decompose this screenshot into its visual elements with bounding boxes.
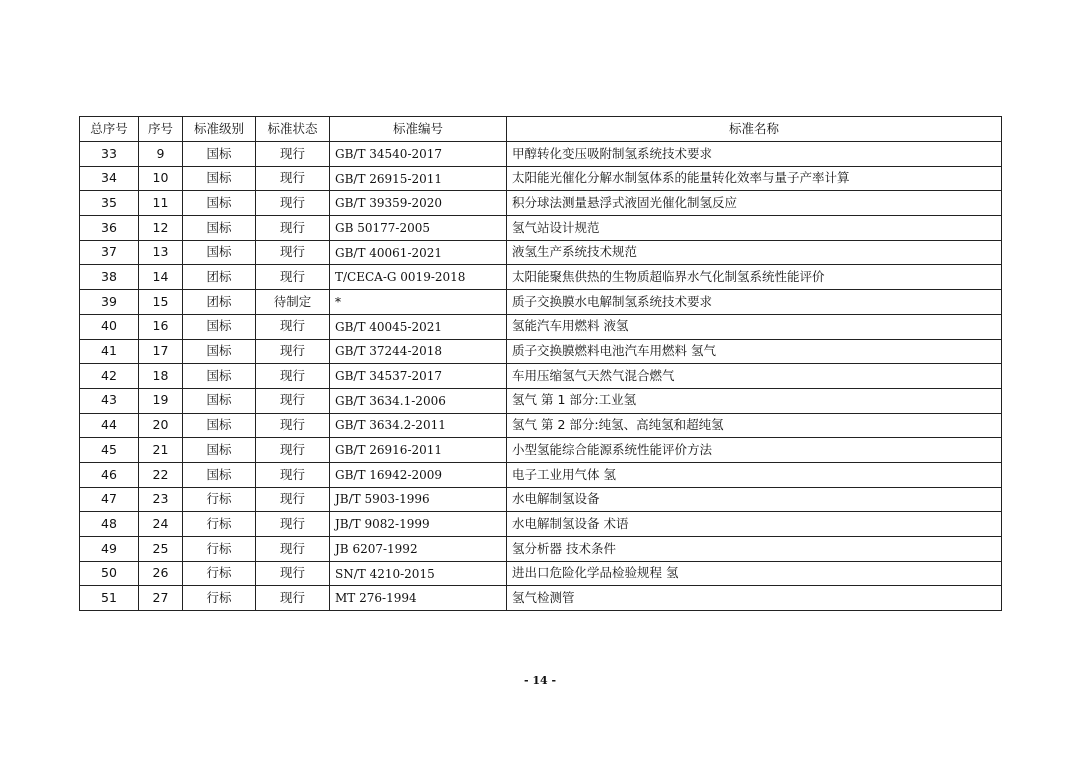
cell-status: 现行	[256, 191, 330, 216]
cell-name: 质子交换膜燃料电池汽车用燃料 氢气	[507, 339, 1002, 364]
cell-status: 现行	[256, 216, 330, 241]
cell-code: GB/T 34537-2017	[330, 364, 507, 389]
cell-no: 16	[139, 314, 183, 339]
cell-status: 现行	[256, 413, 330, 438]
cell-no: 13	[139, 240, 183, 265]
cell-total-no: 36	[80, 216, 139, 241]
cell-level: 国标	[183, 462, 256, 487]
cell-level: 国标	[183, 240, 256, 265]
header-no: 序号	[139, 117, 183, 142]
cell-code: GB/T 40061-2021	[330, 240, 507, 265]
cell-status: 现行	[256, 240, 330, 265]
cell-code: GB/T 39359-2020	[330, 191, 507, 216]
cell-total-no: 33	[80, 142, 139, 167]
header-level: 标准级别	[183, 117, 256, 142]
cell-level: 国标	[183, 314, 256, 339]
table-row	[80, 388, 1002, 413]
table-row	[80, 240, 1002, 265]
cell-name: 太阳能光催化分解水制氢体系的能量转化效率与量子产率计算	[507, 166, 1002, 191]
table-row	[80, 290, 1002, 315]
cell-status: 现行	[256, 438, 330, 463]
cell-status: 现行	[256, 339, 330, 364]
cell-name: 太阳能聚焦供热的生物质超临界水气化制氢系统性能评价	[507, 265, 1002, 290]
table-row	[80, 216, 1002, 241]
cell-code: GB/T 16942-2009	[330, 462, 507, 487]
cell-status: 现行	[256, 586, 330, 611]
cell-status: 现行	[256, 142, 330, 167]
cell-no: 19	[139, 388, 183, 413]
cell-level: 国标	[183, 413, 256, 438]
cell-no: 20	[139, 413, 183, 438]
cell-no: 18	[139, 364, 183, 389]
cell-name: 车用压缩氢气天然气混合燃气	[507, 364, 1002, 389]
cell-status: 现行	[256, 364, 330, 389]
table-row	[80, 314, 1002, 339]
cell-name: 氢分析器 技术条件	[507, 537, 1002, 562]
cell-name: 水电解制氢设备 术语	[507, 512, 1002, 537]
cell-code: JB/T 9082-1999	[330, 512, 507, 537]
cell-total-no: 45	[80, 438, 139, 463]
cell-name: 小型氢能综合能源系统性能评价方法	[507, 438, 1002, 463]
cell-name: 氢气站设计规范	[507, 216, 1002, 241]
cell-code: GB/T 26915-2011	[330, 166, 507, 191]
table-row	[80, 413, 1002, 438]
cell-level: 行标	[183, 537, 256, 562]
cell-level: 国标	[183, 216, 256, 241]
cell-name: 液氢生产系统技术规范	[507, 240, 1002, 265]
table-row	[80, 364, 1002, 389]
cell-code: *	[330, 290, 507, 315]
cell-code: GB 50177-2005	[330, 216, 507, 241]
cell-status: 现行	[256, 166, 330, 191]
cell-level: 团标	[183, 265, 256, 290]
page-number: - 14 -	[523, 674, 557, 687]
cell-status: 现行	[256, 561, 330, 586]
cell-total-no: 37	[80, 240, 139, 265]
table-row	[80, 586, 1002, 611]
cell-total-no: 48	[80, 512, 139, 537]
header-name: 标准名称	[507, 117, 1002, 142]
table-row	[80, 191, 1002, 216]
cell-no: 21	[139, 438, 183, 463]
cell-status: 待制定	[256, 290, 330, 315]
cell-level: 行标	[183, 561, 256, 586]
cell-level: 团标	[183, 290, 256, 315]
cell-total-no: 41	[80, 339, 139, 364]
cell-no: 12	[139, 216, 183, 241]
cell-level: 行标	[183, 586, 256, 611]
header-status: 标准状态	[256, 117, 330, 142]
cell-status: 现行	[256, 487, 330, 512]
cell-total-no: 39	[80, 290, 139, 315]
cell-name: 电子工业用气体 氢	[507, 462, 1002, 487]
cell-name: 氢气 第 1 部分:工业氢	[507, 388, 1002, 413]
cell-code: GB/T 34540-2017	[330, 142, 507, 167]
cell-status: 现行	[256, 314, 330, 339]
cell-code: SN/T 4210-2015	[330, 561, 507, 586]
cell-level: 国标	[183, 438, 256, 463]
cell-code: JB 6207-1992	[330, 537, 507, 562]
cell-level: 国标	[183, 388, 256, 413]
cell-name: 进出口危险化学品检验规程 氢	[507, 561, 1002, 586]
table-row	[80, 462, 1002, 487]
cell-total-no: 46	[80, 462, 139, 487]
cell-total-no: 43	[80, 388, 139, 413]
table-body	[80, 142, 1002, 611]
cell-code: GB/T 26916-2011	[330, 438, 507, 463]
cell-total-no: 40	[80, 314, 139, 339]
cell-name: 质子交换膜水电解制氢系统技术要求	[507, 290, 1002, 315]
cell-name: 氢气 第 2 部分:纯氢、高纯氢和超纯氢	[507, 413, 1002, 438]
cell-no: 22	[139, 462, 183, 487]
table-row	[80, 166, 1002, 191]
table-row	[80, 537, 1002, 562]
cell-status: 现行	[256, 388, 330, 413]
cell-level: 国标	[183, 191, 256, 216]
table-row	[80, 512, 1002, 537]
table-row	[80, 438, 1002, 463]
cell-level: 国标	[183, 142, 256, 167]
cell-total-no: 34	[80, 166, 139, 191]
cell-no: 14	[139, 265, 183, 290]
cell-name: 氢能汽车用燃料 液氢	[507, 314, 1002, 339]
cell-no: 23	[139, 487, 183, 512]
cell-code: GB/T 3634.1-2006	[330, 388, 507, 413]
cell-status: 现行	[256, 537, 330, 562]
header-code: 标准编号	[330, 117, 507, 142]
cell-code: MT 276-1994	[330, 586, 507, 611]
cell-total-no: 49	[80, 537, 139, 562]
table-header-row	[80, 117, 1002, 142]
table-row	[80, 142, 1002, 167]
cell-code: GB/T 40045-2021	[330, 314, 507, 339]
cell-no: 9	[139, 142, 183, 167]
cell-level: 国标	[183, 166, 256, 191]
cell-name: 水电解制氢设备	[507, 487, 1002, 512]
cell-no: 10	[139, 166, 183, 191]
cell-total-no: 44	[80, 413, 139, 438]
cell-name: 氢气检测管	[507, 586, 1002, 611]
table-row	[80, 265, 1002, 290]
table-row	[80, 487, 1002, 512]
cell-code: GB/T 37244-2018	[330, 339, 507, 364]
cell-total-no: 38	[80, 265, 139, 290]
cell-no: 26	[139, 561, 183, 586]
cell-no: 24	[139, 512, 183, 537]
cell-no: 17	[139, 339, 183, 364]
cell-total-no: 47	[80, 487, 139, 512]
cell-status: 现行	[256, 512, 330, 537]
cell-total-no: 35	[80, 191, 139, 216]
cell-status: 现行	[256, 265, 330, 290]
table-row	[80, 339, 1002, 364]
cell-level: 国标	[183, 339, 256, 364]
table-row	[80, 561, 1002, 586]
cell-name: 积分球法测量悬浮式液固光催化制氢反应	[507, 191, 1002, 216]
cell-total-no: 42	[80, 364, 139, 389]
cell-name: 甲醇转化变压吸附制氢系统技术要求	[507, 142, 1002, 167]
cell-code: GB/T 3634.2-2011	[330, 413, 507, 438]
cell-code: JB/T 5903-1996	[330, 487, 507, 512]
cell-no: 15	[139, 290, 183, 315]
cell-no: 11	[139, 191, 183, 216]
cell-level: 行标	[183, 512, 256, 537]
cell-code: T/CECA-G 0019-2018	[330, 265, 507, 290]
cell-level: 行标	[183, 487, 256, 512]
cell-total-no: 50	[80, 561, 139, 586]
cell-no: 27	[139, 586, 183, 611]
cell-no: 25	[139, 537, 183, 562]
cell-total-no: 51	[80, 586, 139, 611]
cell-status: 现行	[256, 462, 330, 487]
cell-level: 国标	[183, 364, 256, 389]
header-total-no: 总序号	[80, 117, 139, 142]
standards-table	[79, 116, 1002, 611]
